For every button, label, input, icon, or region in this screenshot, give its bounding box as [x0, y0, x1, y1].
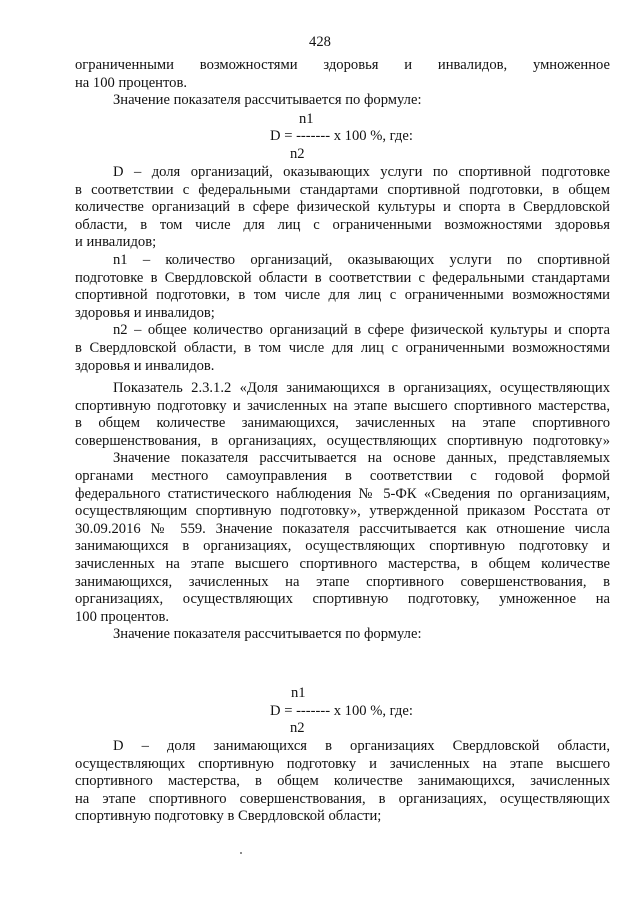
text-line: спортивную подготовку и зачисленных на этапе высшего спортивного мастерства,	[75, 397, 610, 414]
text-line: занимающихся, зачисленных на этапе спортивного совершенствования, в	[75, 573, 610, 590]
text-line: и инвалидов;	[75, 234, 157, 251]
text-line: в соответствии с федеральными стандартами спортивной подготовки, в общем	[75, 181, 610, 198]
text-line: на этапе спортивного совершенствования, в организациях, осуществляющих	[75, 790, 610, 807]
text-line: Значение показателя рассчитывается по формуле:	[113, 92, 422, 109]
formula-2-denominator: n2	[290, 720, 305, 736]
text-line: Значение показателя рассчитывается на основе данных, представляемых	[113, 450, 610, 467]
text-line: области, в том числе для лиц с ограниченными возможностями здоровья	[75, 216, 610, 233]
text-line: в общем количестве занимающихся, зачисленных на этапе спортивного	[75, 415, 610, 432]
formula-1-denominator: n2	[290, 146, 305, 162]
text-line: D – доля организаций, оказывающих услуги по спортивной подготовке	[113, 164, 610, 180]
text-line: занимающихся в организациях, осуществляющих спортивную подготовку и	[75, 538, 610, 555]
text-line: здоровья и инвалидов;	[75, 304, 215, 321]
text-line: здоровья и инвалидов.	[75, 357, 215, 374]
text-line: ограниченными возможностями здоровья и инвалидов, умноженное	[75, 57, 610, 73]
text-line: федерального статистического наблюдения № 5-ФК «Сведения по организациям,	[75, 485, 610, 502]
text-block-indicator-2-3-1-2	[75, 380, 610, 644]
formula-2-numerator: n1	[291, 685, 306, 701]
text-line: зачисленных на этапе высшего спортивного мастерства, в общем количестве	[75, 555, 610, 572]
text-line: 30.09.2016 № 559. Значение показателя рассчитывается как отношение числа	[75, 520, 610, 537]
text-line: организациях, осуществляющих спортивную подготовку, умноженное на	[75, 591, 610, 608]
scan-speck	[240, 852, 242, 854]
text-line: органами местного самоуправления в соответствии с годовой формой	[75, 467, 610, 484]
text-line: количестве организаций в сфере физической культуры и спорта в Свердловской	[75, 199, 610, 216]
formula-1-expression: D = ------- х 100 %, где:	[270, 128, 413, 144]
text-line: n2 – общее количество организаций в сфере физической культуры и спорта	[113, 322, 610, 339]
formula-1-numerator: n1	[299, 111, 314, 127]
text-block-definitions-1	[75, 164, 610, 375]
text-line: совершенствования, в организациях, осуществляющих спортивную подготовку»	[75, 432, 610, 449]
page-number: 428	[309, 34, 331, 50]
text-line: осуществляющим спортивную подготовку», утвержденной приказом Росстата от	[75, 503, 610, 520]
text-line: на 100 процентов.	[75, 74, 187, 91]
text-block-intro	[75, 57, 610, 110]
text-line: осуществляющих спортивную подготовку и зачисленных на этапе высшего	[75, 755, 610, 772]
text-line: в Свердловской области, в том числе для лиц с ограниченными возможностями	[75, 339, 610, 356]
text-line: D – доля занимающихся в организациях Свердловской области,	[113, 738, 610, 754]
text-line: 100 процентов.	[75, 608, 170, 625]
text-line: Показатель 2.3.1.2 «Доля занимающихся в организациях, осуществляющих	[113, 380, 610, 396]
formula-2-expression: D = ------- х 100 %, где:	[270, 703, 413, 719]
text-line: спортивную подготовку в Свердловской области;	[75, 808, 382, 825]
text-line: спортивного мастерства, в общем количестве занимающихся, зачисленных	[75, 773, 610, 790]
text-line: спортивной подготовки, в том числе для лиц с ограниченными возможностями	[75, 287, 610, 304]
text-block-definitions-2	[75, 738, 610, 826]
text-line: Значение показателя рассчитывается по формуле:	[113, 626, 422, 643]
text-line: n1 – количество организаций, оказывающих услуги по спортивной	[113, 251, 610, 268]
text-line: подготовке в Свердловской области в соответствии с федеральными стандартами	[75, 269, 610, 286]
